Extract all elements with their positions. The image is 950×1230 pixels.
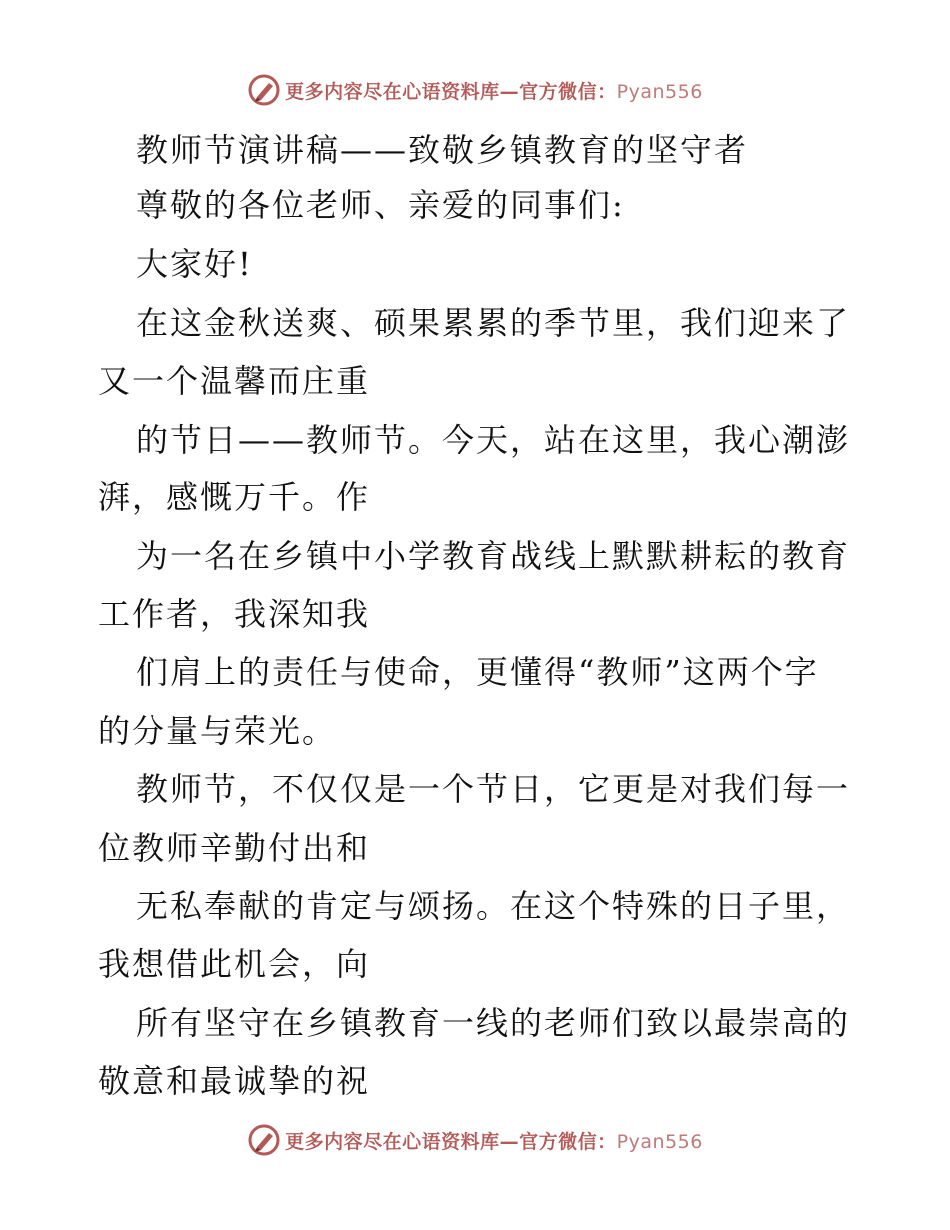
paragraph-line: 在这金秋送爽、硕果累累的季节里，我们迎来了 [136,304,851,342]
header-banner-text: 更多内容尽在心语资料库—官方微信： [285,80,617,103]
paragraph-line: 教师节，不仅仅是一个节日，它更是对我们每一 [136,770,851,808]
greeting: 大家好! [136,245,253,283]
document-title: 教师节演讲稿——致敬乡镇教育的坚守者 [136,131,749,169]
header-banner-id: Pyan556 [616,80,703,103]
paragraph-line: 的节日——教师节。今天，站在这里，我心潮澎 [136,421,851,459]
paragraph-line: 们肩上的责任与使命，更懂得“教师”这两个字 [136,653,819,691]
header-banner [0,72,950,108]
pen-logo-icon [247,73,281,107]
pen-logo-icon [247,1123,281,1157]
paragraph-line: 敬意和最诚挚的祝 [98,1062,371,1100]
paragraph-line: 所有坚守在乡镇教育一线的老师们致以最崇高的 [136,1004,851,1042]
footer-banner-id: Pyan556 [616,1130,703,1153]
footer-banner [0,1122,950,1158]
paragraph-line: 湃，感慨万千。作 [98,478,371,516]
salutation: 尊敬的各位老师、亲爱的同事们: [136,186,625,224]
paragraph-line: 位教师辛勤付出和 [98,829,371,867]
footer-banner-text: 更多内容尽在心语资料库—官方微信： [285,1130,617,1153]
paragraph-line: 的分量与荣光。 [98,712,337,750]
paragraph-line: 无私奉献的肯定与颂扬。在这个特殊的日子里， [136,887,851,925]
paragraph-line: 工作者，我深知我 [98,595,371,633]
paragraph-line: 又一个温馨而庄重 [98,362,371,400]
paragraph-line: 我想借此机会，向 [98,945,371,983]
paragraph-line: 为一名在乡镇中小学教育战线上默默耕耘的教育 [136,537,851,575]
